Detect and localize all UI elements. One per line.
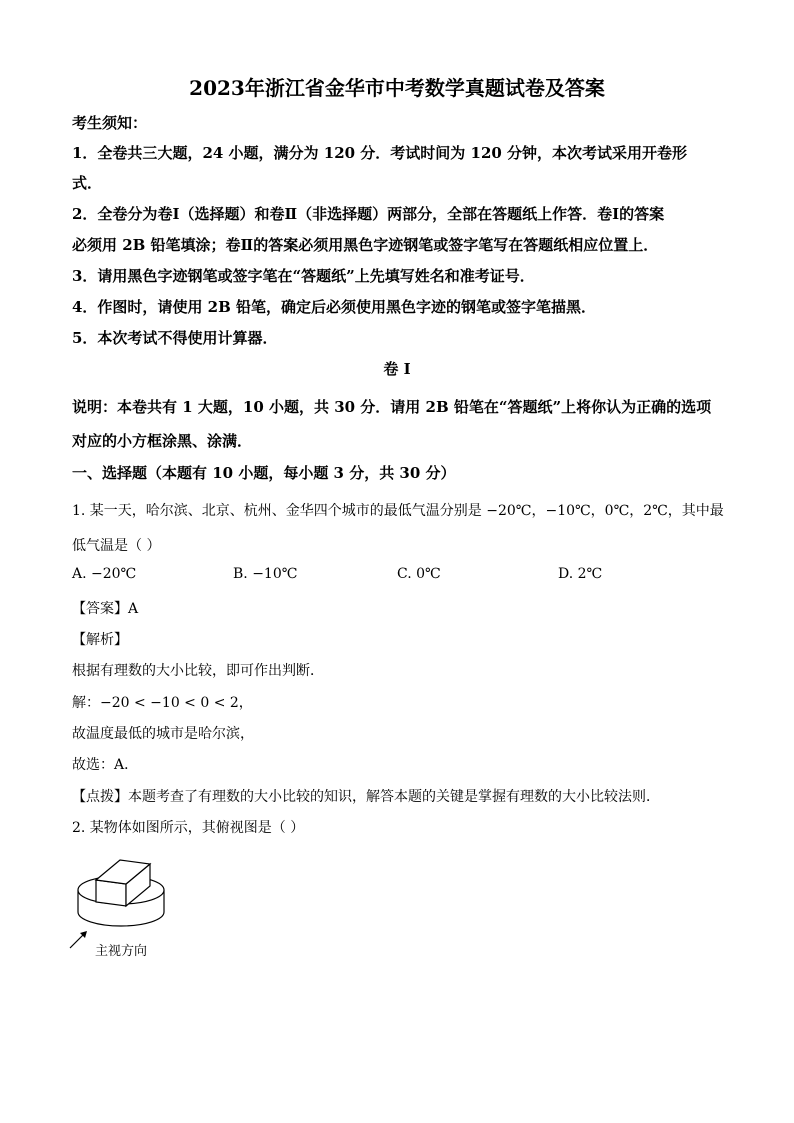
question-1-stem: 1. 某一天，哈尔滨、北京、杭州、金华四个城市的最低气温分别是 −20℃，−10℃，0℃，2℃，其中最 <box>72 503 724 519</box>
page-title: 2023年浙江省金华市中考数学真题试卷及答案 <box>189 76 605 100</box>
view-direction-arrow-icon <box>68 928 90 950</box>
comment: 【点拨】本题考查了有理数的大小比较的知识，解答本题的关键是掌握有理数的大小比较法则． <box>72 789 660 805</box>
notice-item-3: 3．请用黑色字迹钢笔或签字笔在“答题纸”上先填写姓名和准考证号． <box>72 267 535 285</box>
volume-explain: 说明：本卷共有 1 大题，10 小题，共 30 分．请用 2B 铅笔在“答题纸”上将你认为正确的选项 <box>72 398 712 416</box>
question-2-stem: 2. 某物体如图所示，其俯视图是（ ） <box>72 820 305 836</box>
analysis-line-1: 根据有理数的大小比较，即可作出判断． <box>72 663 324 679</box>
volume-title: 卷 I <box>383 360 411 378</box>
notice-item-1: 1．全卷共三大题，24 小题，满分为 120 分．考试时间为 120 分钟，本次考试采用开卷形 <box>72 144 688 162</box>
solid-figure <box>66 840 176 940</box>
notice-item-2: 2．全卷分为卷Ⅰ（选择题）和卷Ⅱ（非选择题）两部分，全部在答题纸上作答．卷Ⅰ的答案 <box>72 205 665 223</box>
section-heading: 一、选择题（本题有 10 小题，每小题 3 分，共 30 分） <box>72 464 456 482</box>
question-1-stem-cont: 低气温是（ ） <box>72 538 161 554</box>
option-a: A. −20℃ <box>72 566 137 582</box>
figure-label: 主视方向 <box>95 944 148 959</box>
analysis-line-3: 故温度最低的城市是哈尔滨， <box>72 726 254 742</box>
notice-item-5: 5．本次考试不得使用计算器． <box>72 329 278 347</box>
analysis-line-4: 故选：A． <box>72 757 139 773</box>
analysis-label: 【解析】 <box>72 632 128 648</box>
option-b: B. −10℃ <box>233 566 298 582</box>
notice-item-4: 4．作图时，请使用 2B 铅笔，确定后必须使用黑色字迹的钢笔或签字笔描黑． <box>72 298 596 316</box>
analysis-line-2: 解：−20 < −10 < 0 < 2， <box>72 695 253 711</box>
notice-item-1-cont: 式． <box>72 174 103 192</box>
notice-item-2-cont: 必须用 2B 铅笔填涂；卷Ⅱ的答案必须用黑色字迹钢笔或签字笔写在答题纸相应位置上． <box>72 236 659 254</box>
answer: 【答案】A <box>72 601 139 617</box>
option-c: C. 0℃ <box>397 566 441 582</box>
notice-heading: 考生须知： <box>72 114 148 132</box>
option-d: D. 2℃ <box>558 566 603 582</box>
volume-explain-cont: 对应的小方框涂黑、涂满． <box>72 432 253 450</box>
